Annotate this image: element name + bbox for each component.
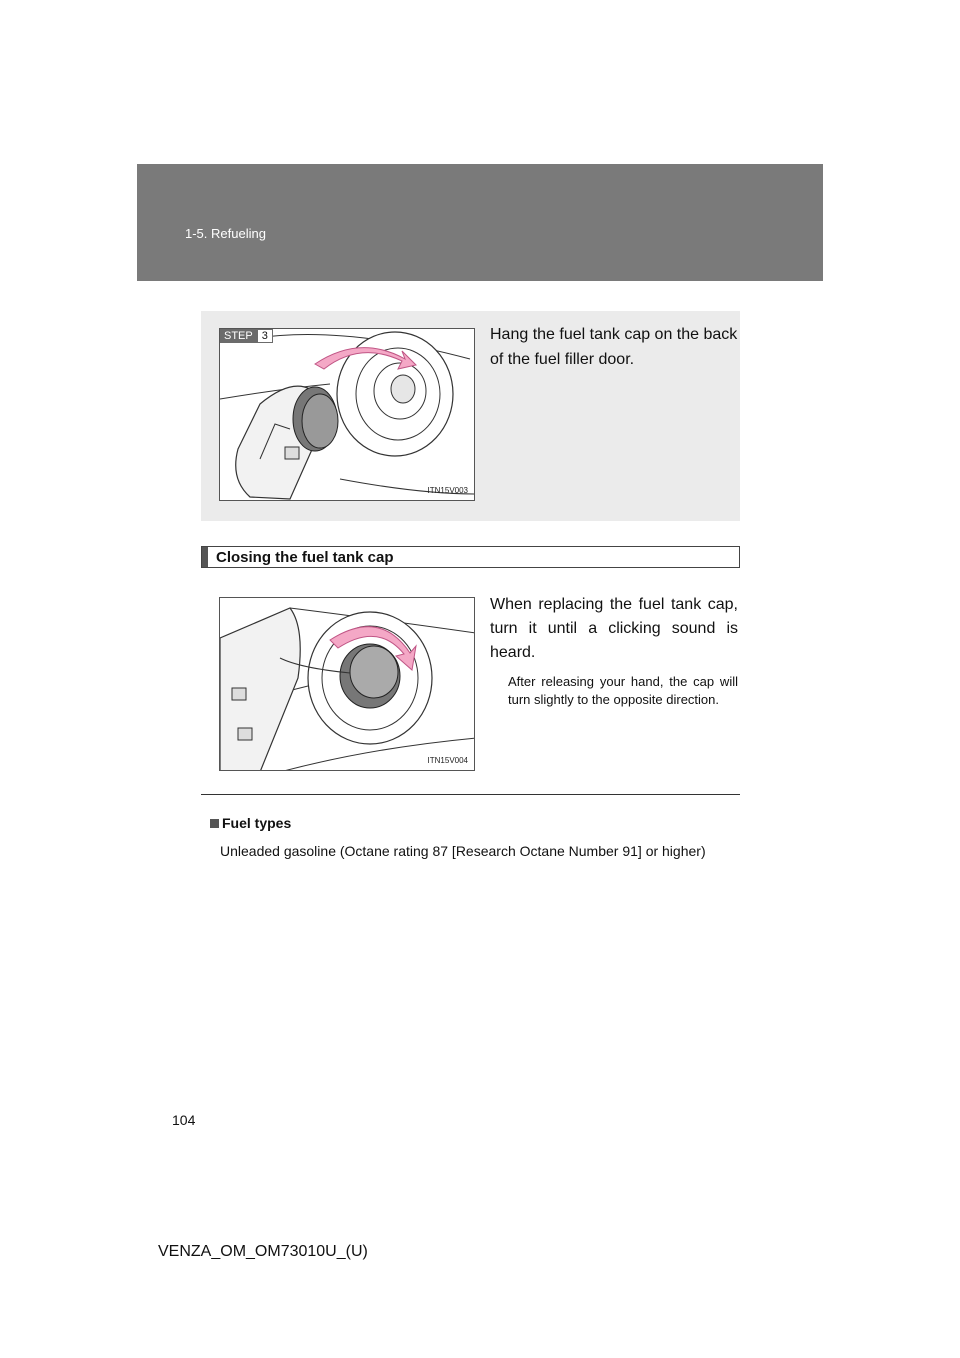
- fuel-types-text: Unleaded gasoline (Octane rating 87 [Research Octane Number 91] or higher): [220, 843, 706, 859]
- fuel-cap-hanging-illustration: [219, 328, 475, 501]
- page-header: [137, 164, 823, 281]
- fuel-cap-closing-illustration: [219, 597, 475, 771]
- fuel-door-open-drawing: [220, 329, 475, 501]
- section-title: 1-5. Refueling: [185, 226, 266, 241]
- fuel-types-title: [210, 815, 291, 831]
- closing-instruction: When replacing the fuel tank cap, turn it until a clicking sound is heard.: [490, 596, 738, 661]
- figure-code: ITN15V003: [427, 486, 468, 495]
- closing-note: After releasing your hand, the cap will turn slightly to the opposite direction.: [508, 674, 738, 707]
- fuel-cap-turn-drawing: [220, 598, 475, 771]
- page-number: 104: [172, 1112, 196, 1128]
- heading-title: Closing the fuel tank cap: [216, 549, 394, 566]
- fuel-types-title-text: Fuel types: [222, 815, 292, 831]
- square-bullet-icon: [210, 819, 219, 828]
- section-heading: [201, 546, 740, 568]
- step3-instruction: Hang the fuel tank cap on the back of the fuel filler door.: [490, 326, 738, 368]
- heading-accent: [202, 547, 208, 567]
- step-badge: [220, 329, 273, 343]
- step-badge-number: 3: [257, 329, 273, 343]
- section-divider: [201, 794, 740, 795]
- figure-code: ITN15V004: [427, 756, 468, 765]
- step-badge-word: STEP: [220, 329, 257, 343]
- document-id: VENZA_OM_OM73010U_(U): [158, 1243, 368, 1260]
